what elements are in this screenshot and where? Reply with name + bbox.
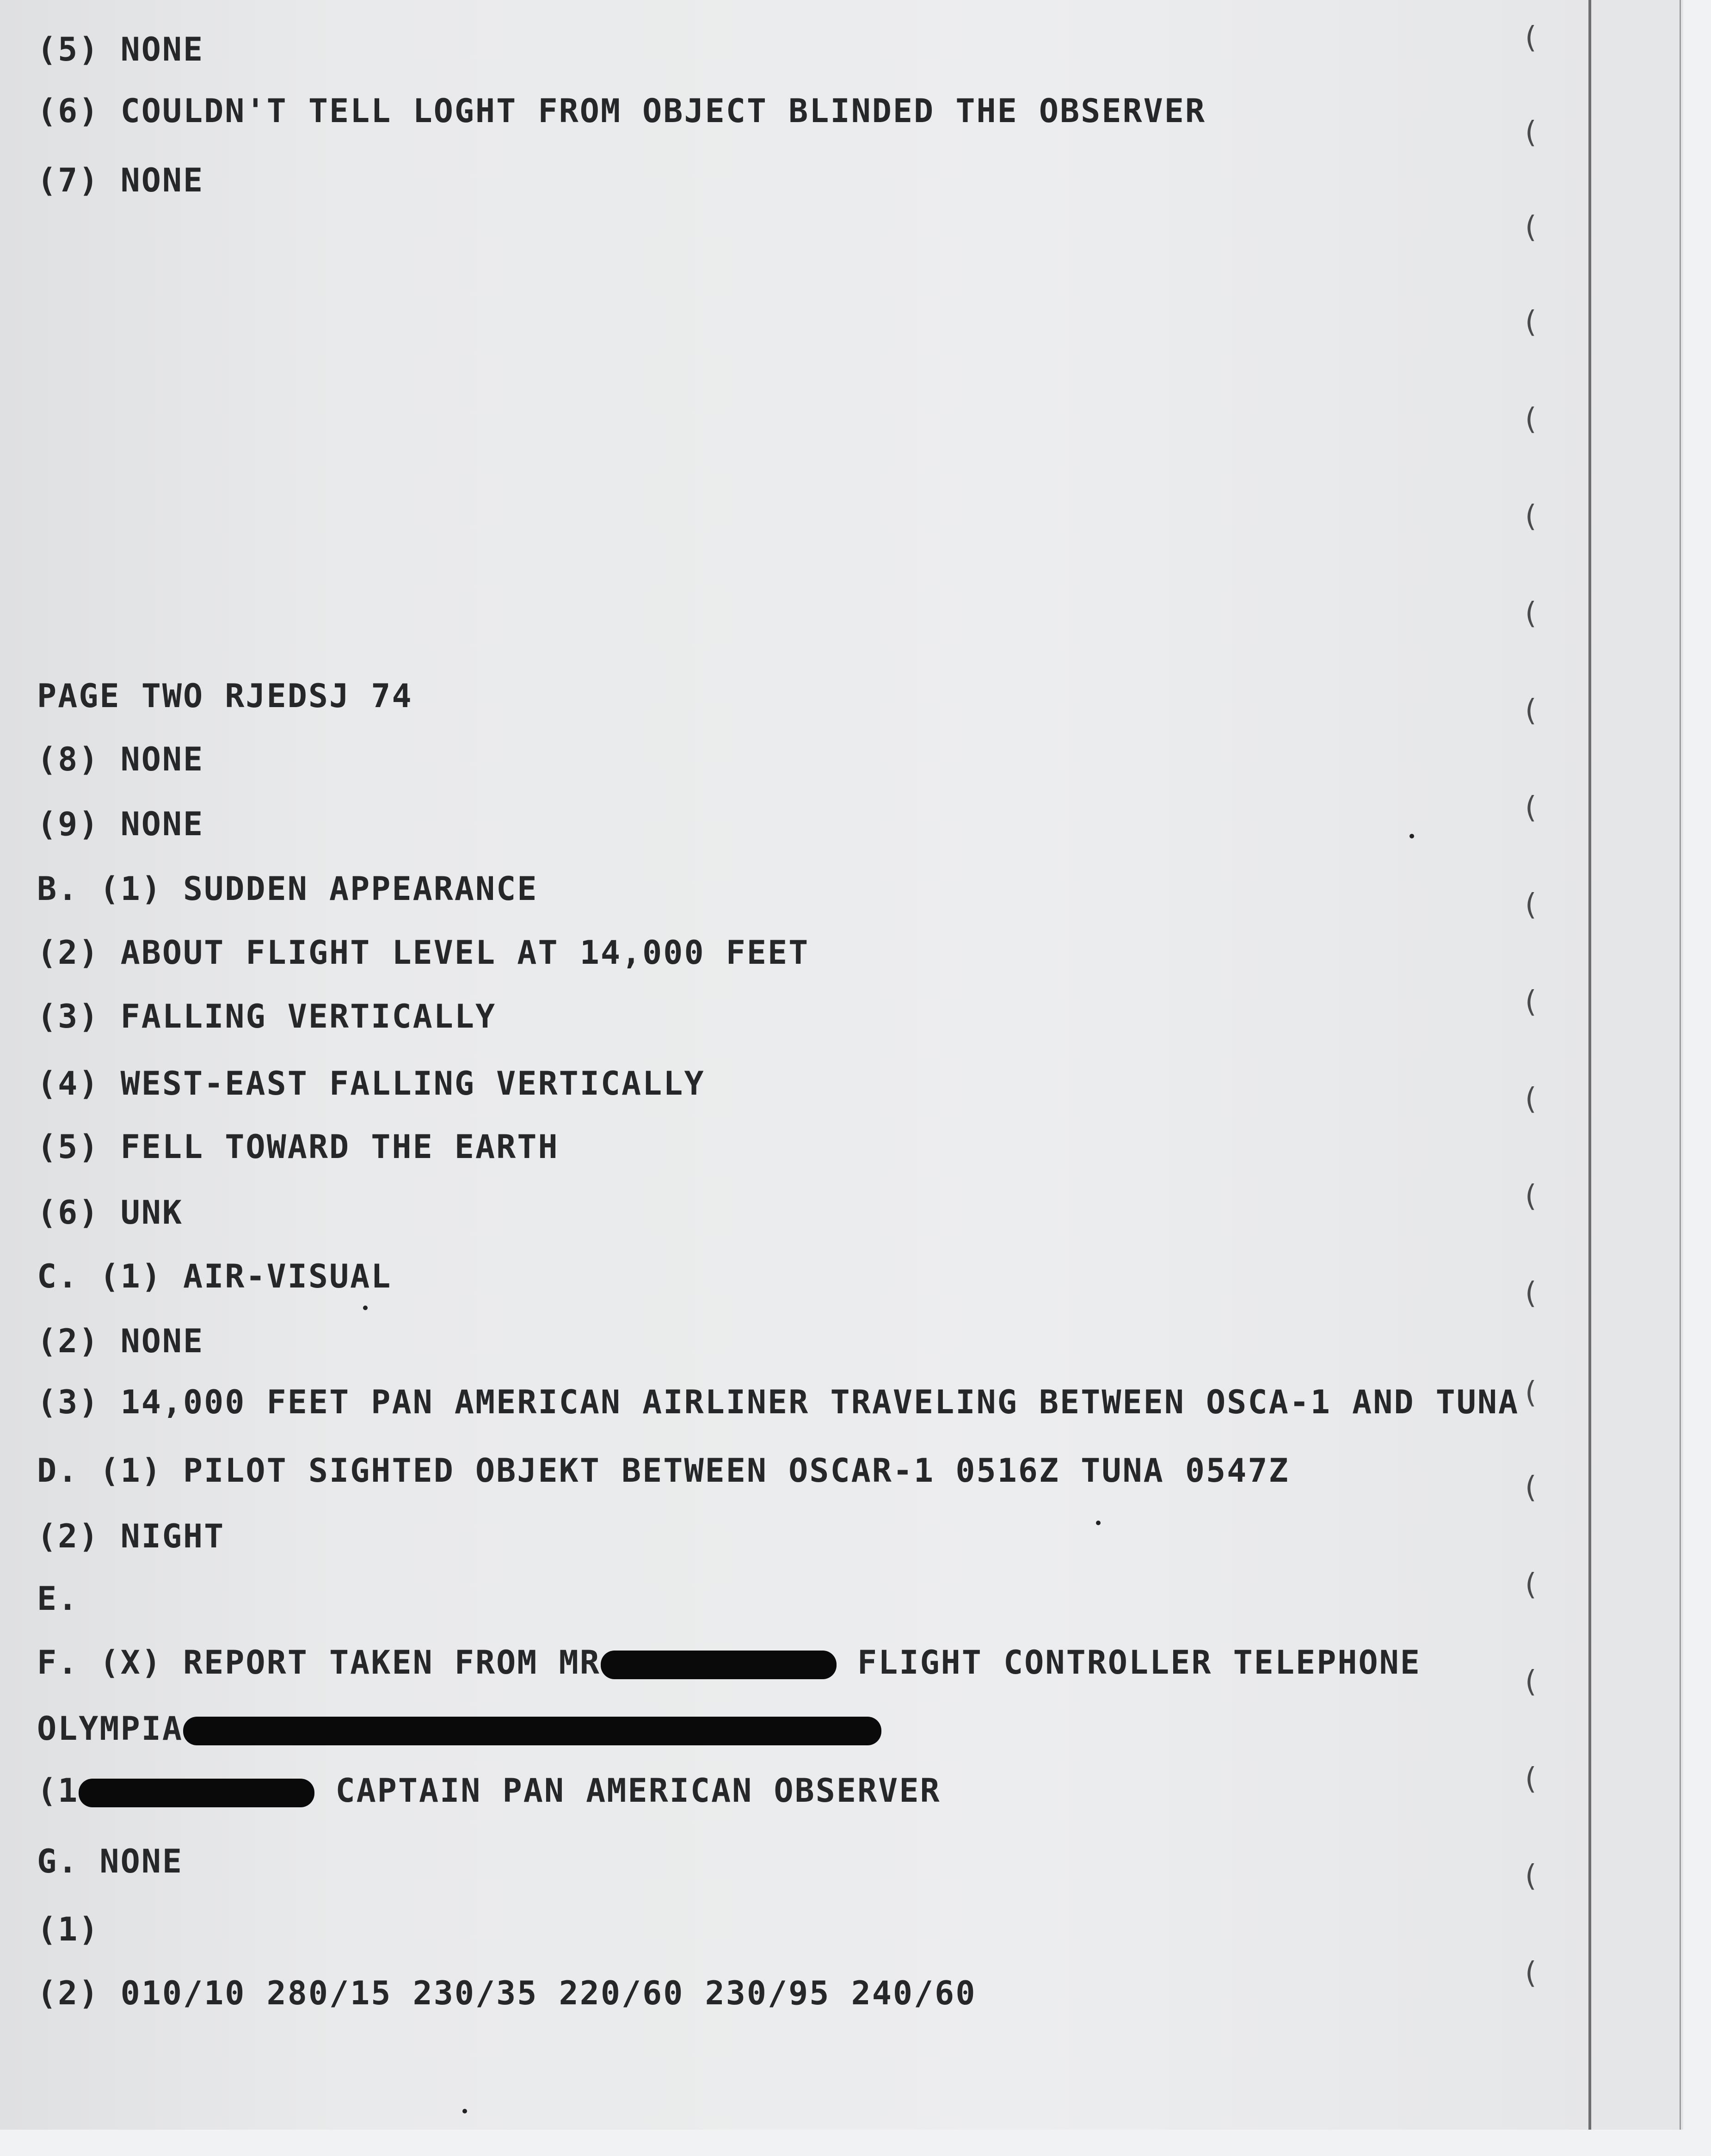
line-8-none: (8) NONE	[37, 740, 204, 778]
margin-mark: (	[1521, 1859, 1539, 1893]
line-b4: (4) WEST-EAST FALLING VERTICALLY	[37, 1065, 705, 1103]
scan-border-line	[1588, 0, 1591, 2156]
margin-mark: (	[1521, 1179, 1539, 1214]
line-d1: D. (1) PILOT SIGHTED OBJEKT BETWEEN OSCAR-1 0516Z TUNA 0547Z	[37, 1452, 1290, 1490]
margin-mark: (	[1521, 305, 1539, 339]
line-7-none: (7) NONE	[37, 161, 204, 199]
line-b1: B. (1) SUDDEN APPEARANCE	[37, 870, 538, 908]
margin-mark: (	[1521, 694, 1539, 728]
line-c2: (2) NONE	[37, 1322, 204, 1360]
redaction-name	[601, 1651, 837, 1679]
margin-mark: (	[1521, 1956, 1539, 1990]
line-g2-winds: (2) 010/10 280/15 230/35 220/60 230/95 240/60	[37, 1974, 977, 2012]
margin-mark: (	[1521, 791, 1539, 825]
redaction-telephone	[183, 1717, 881, 1745]
redaction-captain	[79, 1779, 314, 1807]
margin-mark: (	[1521, 402, 1539, 437]
margin-mark: (	[1521, 116, 1539, 150]
line-captain: (1 CAPTAIN PAN AMERICAN OBSERVER	[37, 1772, 941, 1810]
scan-outer-margin	[1683, 0, 1711, 2156]
ink-speck	[1409, 834, 1414, 838]
ink-speck	[1096, 1521, 1101, 1525]
line-g1: (1)	[37, 1910, 100, 1948]
margin-mark: (	[1521, 1762, 1539, 1796]
line-f-report: F. (X) REPORT TAKEN FROM MR FLIGHT CONTROLLER TELEPHONE	[37, 1644, 1421, 1682]
line-e: E.	[37, 1580, 79, 1618]
ink-speck	[363, 1306, 368, 1310]
line-6-blinded: (6) COULDN'T TELL LOGHT FROM OBJECT BLINDED THE OBSERVER	[37, 92, 1206, 130]
line-d2: (2) NIGHT	[37, 1517, 225, 1555]
margin-mark: (	[1521, 210, 1539, 245]
margin-mark: (	[1521, 1082, 1539, 1116]
margin-mark: (	[1521, 597, 1539, 631]
line-c1: C. (1) AIR-VISUAL	[37, 1257, 392, 1295]
margin-mark: (	[1521, 1276, 1539, 1311]
margin-mark: (	[1521, 1471, 1539, 1505]
line-5-none: (5) NONE	[37, 31, 204, 68]
line-g-none: G. NONE	[37, 1842, 184, 1880]
line-9-none: (9) NONE	[37, 805, 204, 843]
line-b5: (5) FELL TOWARD THE EARTH	[37, 1128, 559, 1166]
line-b6: (6) UNK	[37, 1194, 184, 1232]
margin-mark: (	[1521, 888, 1539, 922]
line-olympia: OLYMPIA	[37, 1708, 881, 1749]
margin-mark: (	[1521, 985, 1539, 1019]
margin-mark: (	[1521, 21, 1539, 55]
margin-mark: (	[1521, 1376, 1539, 1410]
scan-edge-line	[1680, 0, 1681, 2156]
margin-mark: (	[1521, 1568, 1539, 1602]
line-c3: (3) 14,000 FEET PAN AMERICAN AIRLINER TRAVELING BETWEEN OSCA-1 AND TUNA	[37, 1383, 1520, 1421]
margin-mark: (	[1521, 499, 1539, 534]
margin-mark: (	[1521, 1665, 1539, 1699]
line-b2: (2) ABOUT FLIGHT LEVEL AT 14,000 FEET	[37, 934, 810, 972]
line-b3: (3) FALLING VERTICALLY	[37, 998, 497, 1035]
ink-speck	[462, 2109, 467, 2113]
scan-bottom-margin	[0, 2130, 1711, 2156]
page-header: PAGE TWO RJEDSJ 74	[37, 677, 413, 715]
